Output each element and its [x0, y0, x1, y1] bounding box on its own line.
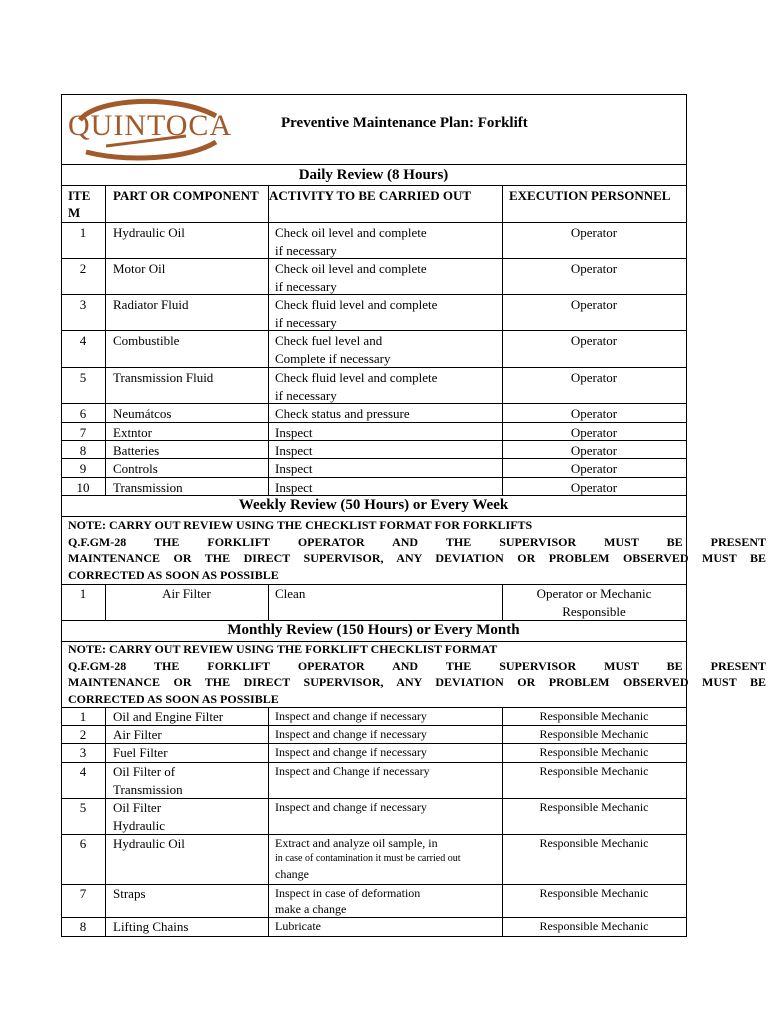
row-part: Radiator Fluid: [113, 297, 189, 312]
row-personnel: Operator or Mechanic: [536, 586, 652, 601]
row-part: Batteries: [113, 443, 160, 458]
row-personnel: Operator: [570, 333, 618, 348]
table-rule: [61, 458, 687, 459]
quintoca-logo: [66, 96, 233, 164]
monthly-section-title: Monthly Review (150 Hours) or Every Month: [227, 622, 520, 638]
table-rule: [61, 917, 687, 918]
row-part: Lifting Chains: [113, 919, 189, 934]
weekly-note-line: Q.F.GM-28 THE FORKLIFT OPERATOR AND THE SUPERVISOR MUST BE PRESENT: [68, 534, 766, 549]
row-activity: Inspect and change if necessary: [275, 709, 427, 723]
monthly-note-line: MAINTENANCE OR THE DIRECT SUPERVISOR, ANY DEVIATION OR PROBLEM OBSERVED MUST BE: [68, 675, 766, 689]
table-rule: [61, 884, 687, 885]
row-personnel: Responsible Mechanic: [539, 836, 649, 850]
weekly-note-line: MAINTENANCE OR THE DIRECT SUPERVISOR, ANY DEVIATION OR PROBLEM OBSERVED MUST BE: [68, 551, 766, 565]
column-header-personnel: EXECUTION PERSONNEL: [509, 188, 671, 203]
row-personnel: Operator: [570, 461, 618, 476]
row-part: Extntor: [113, 425, 152, 440]
table-rule: [61, 707, 687, 708]
row-activity: make a change: [275, 902, 347, 916]
table-column-rule: [502, 185, 503, 495]
column-header-activity: ACTIVITY TO BE CARRIED OUT: [269, 188, 472, 203]
weekly-section-title: Weekly Review (50 Hours) or Every Week: [238, 497, 509, 513]
row-personnel: Operator: [570, 261, 618, 276]
row-activity: Inspect and change if necessary: [275, 800, 427, 814]
row-personnel: Operator: [570, 443, 618, 458]
row-item-number: 4: [79, 333, 87, 348]
row-activity: Inspect and Change if necessary: [275, 764, 430, 778]
row-part: Motor Oil: [113, 261, 166, 276]
row-part: Air Filter: [162, 586, 211, 601]
table-rule: [61, 620, 687, 621]
weekly-note-line: NOTE: CARRY OUT REVIEW USING THE CHECKLIST FORMAT FOR FORKLIFTS: [68, 518, 533, 532]
row-item-number: 8: [79, 443, 87, 458]
row-item-number: 4: [79, 764, 87, 779]
row-personnel: Operator: [570, 406, 618, 421]
table-rule: [61, 762, 687, 763]
row-part: Hydraulic: [113, 818, 165, 833]
page-title: Preventive Maintenance Plan: Forklift: [281, 115, 528, 131]
row-item-number: 10: [76, 480, 90, 495]
row-activity: Lubricate: [275, 919, 321, 933]
row-activity: Clean: [275, 586, 306, 601]
table-rule: [61, 422, 687, 423]
row-activity: if necessary: [275, 279, 337, 294]
row-item-number: 1: [79, 586, 87, 601]
row-activity: if necessary: [275, 388, 337, 403]
row-personnel: Responsible Mechanic: [539, 800, 649, 814]
table-rule: [61, 798, 687, 799]
column-header-item: M: [68, 205, 81, 220]
table-rule: [61, 725, 687, 726]
row-part: Air Filter: [113, 727, 162, 742]
row-item-number: 1: [79, 225, 87, 240]
row-item-number: 2: [79, 727, 87, 742]
row-personnel: Responsible Mechanic: [539, 886, 649, 900]
row-item-number: 3: [79, 297, 87, 312]
weekly-note-line: CORRECTED AS SOON AS POSSIBLE: [68, 567, 279, 582]
row-item-number: 1: [79, 709, 87, 724]
row-item-number: 6: [79, 836, 87, 851]
table-column-rule: [268, 584, 269, 620]
row-item-number: 9: [79, 461, 87, 476]
row-part: Straps: [113, 886, 146, 901]
row-activity: if necessary: [275, 315, 337, 330]
logo-text: QUINTOCA: [68, 109, 233, 142]
row-activity: Inspect: [275, 443, 313, 458]
row-personnel: Operator: [570, 370, 618, 385]
row-activity: Check fuel level and: [275, 333, 383, 348]
row-part: Transmission Fluid: [113, 370, 214, 385]
table-rule: [61, 164, 687, 165]
row-activity: Inspect in case of deformation: [275, 886, 421, 900]
row-activity: change: [275, 867, 309, 881]
row-activity: Complete if necessary: [275, 351, 391, 366]
row-activity: Check oil level and complete: [275, 225, 427, 240]
table-rule: [61, 258, 687, 259]
table-rule: [61, 330, 687, 331]
row-personnel: Operator: [570, 480, 618, 495]
table-column-rule: [105, 185, 106, 495]
table-rule: [61, 936, 687, 937]
table-column-rule: [502, 707, 503, 936]
table-rule: [61, 367, 687, 368]
row-item-number: 7: [79, 425, 87, 440]
table-rule: [61, 222, 687, 223]
row-part: Transmission: [113, 480, 183, 495]
row-item-number: 2: [79, 261, 87, 276]
table-rule: [61, 294, 687, 295]
table-rule: [61, 584, 687, 585]
table-column-rule: [105, 707, 106, 936]
row-activity: Inspect: [275, 461, 313, 476]
row-activity: Check status and pressure: [275, 406, 410, 421]
column-header-item: ITE: [68, 188, 91, 203]
row-item-number: 7: [79, 886, 87, 901]
row-part: Hydraulic Oil: [113, 225, 185, 240]
row-activity: Check fluid level and complete: [275, 370, 438, 385]
row-part: Transmission: [113, 782, 183, 797]
row-activity: Extract and analyze oil sample, in: [275, 836, 438, 850]
row-part: Fuel Filter: [113, 745, 168, 760]
table-rule: [61, 516, 687, 517]
daily-section-title: Daily Review (8 Hours): [298, 167, 449, 183]
row-part: Oil Filter of: [113, 764, 176, 779]
row-activity: Check fluid level and complete: [275, 297, 438, 312]
table-rule: [61, 403, 687, 404]
row-item-number: 5: [79, 370, 87, 385]
row-part: Oil and Engine Filter: [113, 709, 224, 724]
row-part: Neumátcos: [113, 406, 172, 421]
monthly-note-line: Q.F.GM-28 THE FORKLIFT OPERATOR AND THE SUPERVISOR MUST BE PRESENT: [68, 658, 766, 673]
table-column-rule: [105, 584, 106, 620]
table-rule: [61, 834, 687, 835]
row-personnel: Responsible: [562, 604, 626, 619]
row-personnel: Operator: [570, 297, 618, 312]
monthly-note-line: NOTE: CARRY OUT REVIEW USING THE FORKLIFT CHECKLIST FORMAT: [68, 642, 498, 656]
row-item-number: 8: [79, 919, 87, 934]
monthly-note-line: CORRECTED AS SOON AS POSSIBLE: [68, 691, 279, 706]
row-activity: in case of contamination it must be carried out: [275, 853, 461, 864]
table-rule: [61, 743, 687, 744]
row-activity: Inspect and change if necessary: [275, 727, 427, 741]
row-item-number: 5: [79, 800, 87, 815]
row-personnel: Responsible Mechanic: [539, 745, 649, 759]
row-part: Oil Filter: [113, 800, 162, 815]
table-rule: [61, 440, 687, 441]
table-rule: [61, 495, 687, 496]
row-personnel: Operator: [570, 225, 618, 240]
row-part: Controls: [113, 461, 158, 476]
row-personnel: Responsible Mechanic: [539, 727, 649, 741]
row-part: Combustible: [113, 333, 180, 348]
row-activity: Check oil level and complete: [275, 261, 427, 276]
table-column-rule: [268, 185, 269, 495]
row-personnel: Responsible Mechanic: [539, 764, 649, 778]
row-activity: Inspect: [275, 480, 313, 495]
table-rule: [61, 185, 687, 186]
row-activity: Inspect and change if necessary: [275, 745, 427, 759]
table-rule: [61, 94, 687, 95]
row-part: Hydraulic Oil: [113, 836, 185, 851]
row-item-number: 6: [79, 406, 87, 421]
row-personnel: Responsible Mechanic: [539, 709, 649, 723]
row-personnel: Responsible Mechanic: [539, 919, 649, 933]
row-item-number: 3: [79, 745, 87, 760]
table-column-rule: [268, 707, 269, 936]
row-activity: Inspect: [275, 425, 313, 440]
row-personnel: Operator: [570, 425, 618, 440]
table-column-rule: [502, 584, 503, 620]
table-rule: [61, 477, 687, 478]
row-activity: if necessary: [275, 243, 337, 258]
column-header-part: PART OR COMPONENT: [113, 188, 259, 203]
